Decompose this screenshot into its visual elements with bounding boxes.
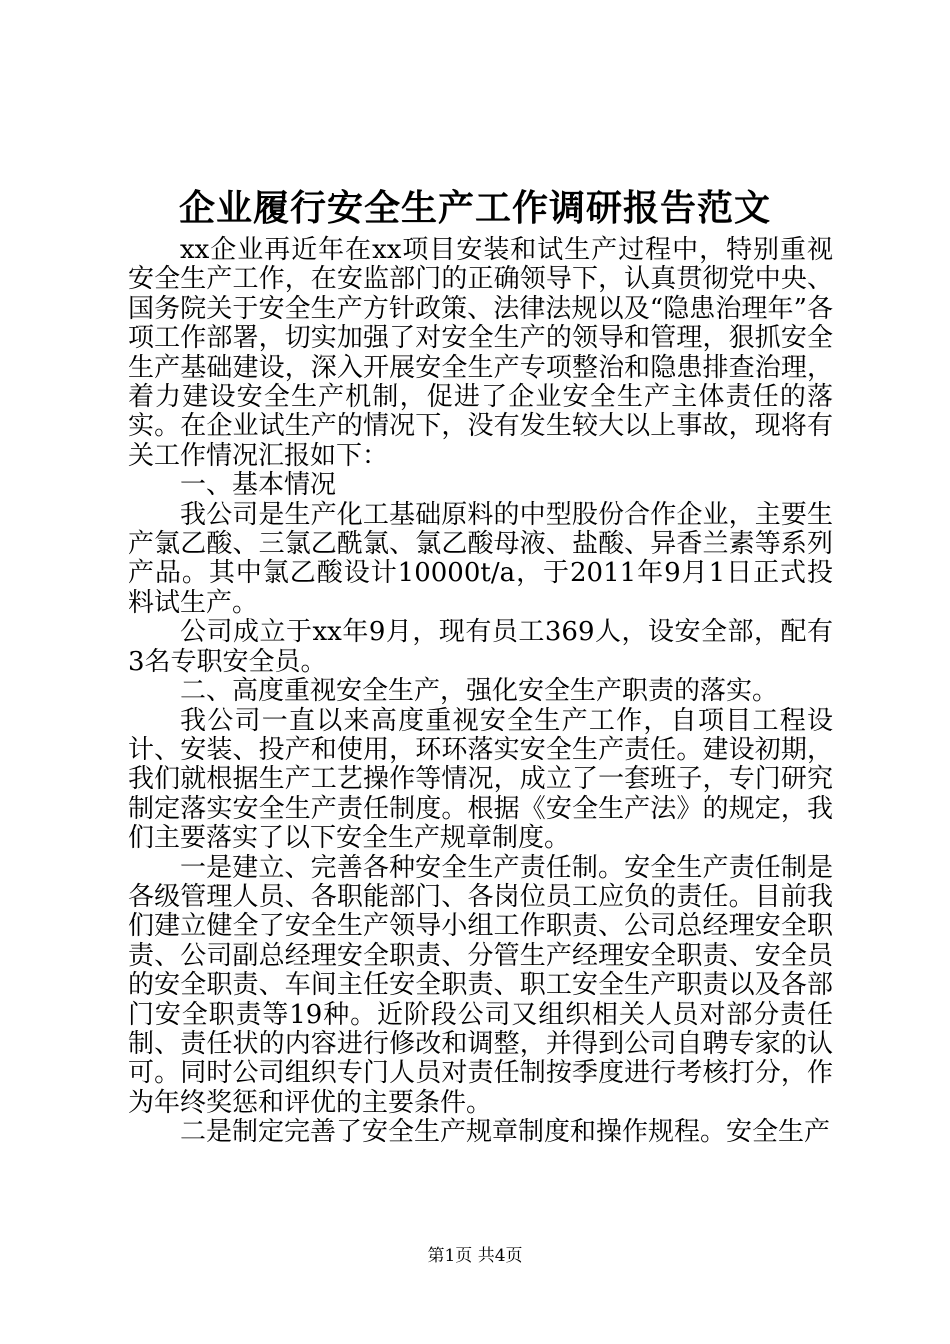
paragraph-responsibility-system: 一是建立、完善各种安全生产责任制。安全生产责任制是各级管理人员、各职能部门、各岗位员工应负的责任。目前我们建立健全了安全生产领导小组工作职责、公司总经理安全职责、公司副总经理安全职责、分管生产经理安全职责、安全员的安全职责、车间主任安全职责、职工安全生产职责以及各部门安全职责等19种。近阶段公司又组织相关人员对部分责任制、责任状的内容进行修改和调整，并得到公司自聘专家的认可。同时公司组织专门人员对责任制按季度进行考核打分，作为年终奖惩和评优的主要条件。 xyxy=(128,852,833,1118)
page-footer: 第1页 共4页 xyxy=(427,1246,523,1266)
paragraph-company-profile: 我公司是生产化工基础原料的中型股份合作企业，主要生产氯乙酸、三氯乙酰氯、氯乙酸母液、盐酸、异香兰素等系列产品。其中氯乙酸设计10000t/a，于2011年9月1日正式投料试生产。 xyxy=(128,499,833,618)
paragraph-intro: xx企业再近年在xx项目安装和试生产过程中，特别重视安全生产工作，在安监部门的正确领导下，认真贯彻党中央、国务院关于安全生产方针政策、法律法规以及“隐患治理年”各项工作部署，切实加强了对安全生产的领导和管理，狠抓安全生产基础建设，深入开展安全生产专项整治和隐患排查治理，着力建设安全生产机制，促进了企业安全生产主体责任的落实。在企业试生产的情况下，没有发生较大以上事故，现将有关工作情况汇报如下： xyxy=(128,235,833,471)
section-heading-basic-situation: 一、基本情况 xyxy=(180,470,337,501)
paragraph-company-staff: 公司成立于xx年9月，现有员工369人，设安全部，配有3名专职安全员。 xyxy=(128,617,833,677)
document-title: 企业履行安全生产工作调研报告范文 xyxy=(178,187,771,229)
paragraph-safety-commitment: 我公司一直以来高度重视安全生产工作，自项目工程设计、安装、投产和使用，环环落实安全生产责任。建设初期，我们就根据生产工艺操作等情况，成立了一套班子，专门研究制定落实安全生产责任制度。根据《安全生产法》的规定，我们主要落实了以下安全生产规章制度。 xyxy=(128,705,833,854)
section-heading-safety-responsibility: 二、高度重视安全生产，强化安全生产职责的落实。 xyxy=(180,676,779,707)
paragraph-rules-and-procedures: 二是制定完善了安全生产规章制度和操作规程。安全生产 xyxy=(180,1117,831,1148)
document-body xyxy=(128,236,833,1148)
